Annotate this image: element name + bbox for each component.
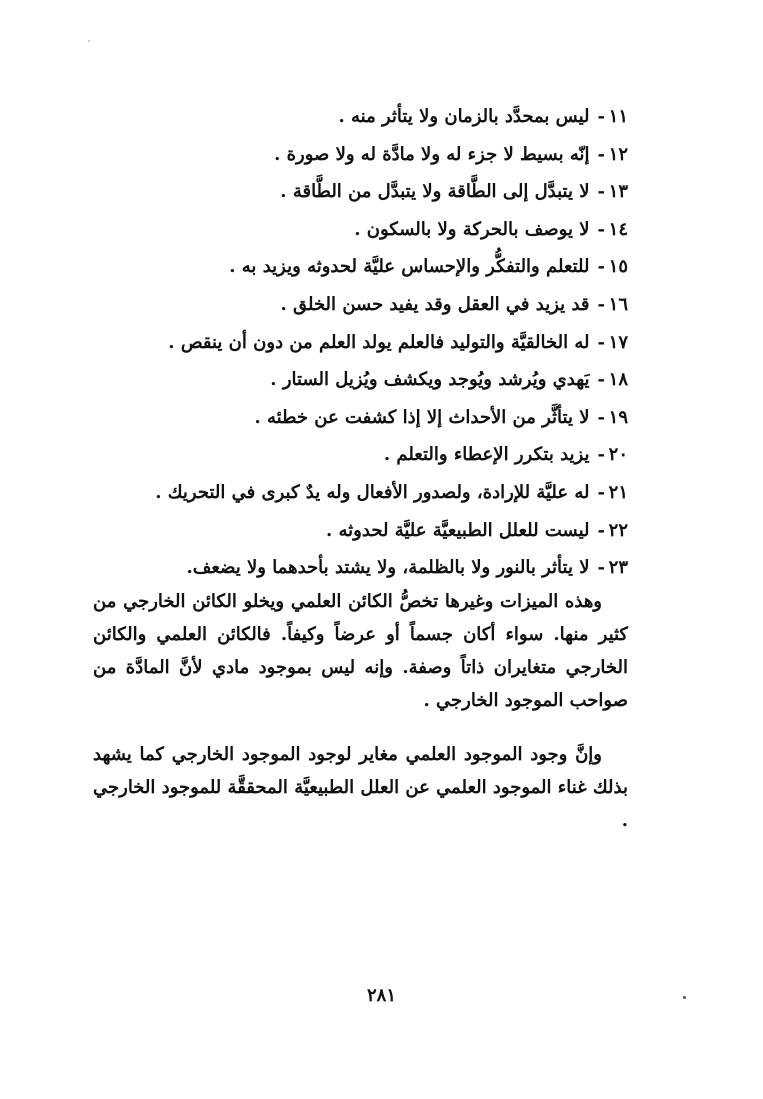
item-text: لا يتأثَّر من الأحداث إلا إذا كشفت عن خطئه . (254, 406, 590, 428)
list-item (68, 361, 628, 399)
item-dash: - (597, 106, 605, 127)
item-number: ٢٠ (608, 444, 628, 466)
list-item (68, 211, 628, 249)
item-number: ١٨ (608, 369, 628, 391)
item-dash: - (597, 218, 605, 240)
item-text: لا يوصف بالحركة ولا بالسكون . (354, 218, 590, 240)
item-text: لا يتبدَّل إلى الطَّاقة ولا يتبدَّل من الطَّاقة . (280, 181, 590, 203)
list-item (68, 248, 628, 286)
item-text: ليست للعلل الطبيعيَّة عليَّة لحدوثه . (325, 519, 590, 541)
body-paragraph-2: وإنَّ وجود الموجود العلمي مغاير لوجود الموجود الخارجي كما يشهد بذلك غناء الموجود العلمي عن العلل الطبيعيَّة المحققَّة للموجود الخارجي . (93, 744, 628, 831)
item-dash: - (597, 293, 605, 315)
item-dash: - (597, 331, 605, 353)
item-text: قد يزيد في العقل وقد يفيد حسن الخلق . (280, 293, 590, 315)
item-text: يزيد بتكرر الإعطاء والتعلم . (383, 444, 590, 466)
item-dash: - (597, 557, 605, 579)
item-number: ٢٢ (608, 519, 628, 541)
item-dash: - (597, 143, 605, 165)
item-text: يَهدي ويُرشد ويُوجد ويكشف ويُزيل الستار . (270, 369, 590, 391)
list-item (68, 399, 628, 437)
item-number: ١٣ (608, 181, 628, 203)
item-number: ١١ (608, 106, 628, 127)
list-item (68, 474, 628, 512)
list-item (68, 436, 628, 474)
item-number: ٢٣ (608, 557, 628, 579)
item-dash: - (597, 181, 605, 203)
scan-speck (683, 996, 686, 999)
item-number: ١٥ (608, 256, 628, 278)
list-item (68, 173, 628, 211)
property-list (68, 98, 628, 587)
scan-speck (88, 40, 90, 42)
item-number: ٢١ (608, 481, 628, 503)
page-number: ٢٨١ (366, 985, 396, 1006)
item-text: له عليَّة للإرادة، ولصدور الأفعال وله يدٌ كبرى في التحريك . (155, 481, 590, 503)
list-item (68, 324, 628, 362)
item-dash: - (597, 481, 605, 503)
item-number: ١٢ (608, 143, 628, 165)
item-dash: - (597, 444, 605, 466)
item-text: ليس بمحدَّد بالزمان ولا يتأثر منه . (338, 106, 590, 127)
body-paragraph-1: وهذه الميزات وغيرها تخصُّ الكائن العلمي ويخلو الكائن الخارجي من كثير منها. سواء أكان جسماً أو عرضاً وكيفاً. فالكائن العلمي والكائن الخارجي متغايران ذاتاً وصفة. وإنه ليس بموجود مادي لأنَّ المادَّة من صواحب الموجود الخارجي . (93, 591, 628, 711)
item-number: ١٩ (608, 406, 628, 428)
item-dash: - (597, 406, 605, 428)
list-item (68, 98, 628, 136)
item-number: ١٦ (608, 293, 628, 315)
item-dash: - (597, 256, 605, 278)
list-item (68, 136, 628, 174)
item-number: ١٤ (608, 218, 628, 240)
item-text: للتعلم والتفكُّر والإحساس عليَّة لحدوثه ويزيد به . (229, 256, 590, 278)
item-dash: - (597, 369, 605, 391)
item-text: لا يتأثر بالنور ولا بالظلمة، ولا يشتد بأحدهما ولا يضعف. (186, 557, 590, 579)
list-item (68, 512, 628, 550)
list-item (68, 549, 628, 587)
list-item (68, 286, 628, 324)
item-dash: - (597, 519, 605, 541)
item-number: ١٧ (608, 331, 628, 353)
item-text: له الخالقيَّة والتوليد فالعلم يولد العلم من دون أن ينقص . (168, 331, 590, 353)
item-text: إنّه بسيط لا جزء له ولا مادَّة له ولا صورة . (274, 143, 590, 165)
